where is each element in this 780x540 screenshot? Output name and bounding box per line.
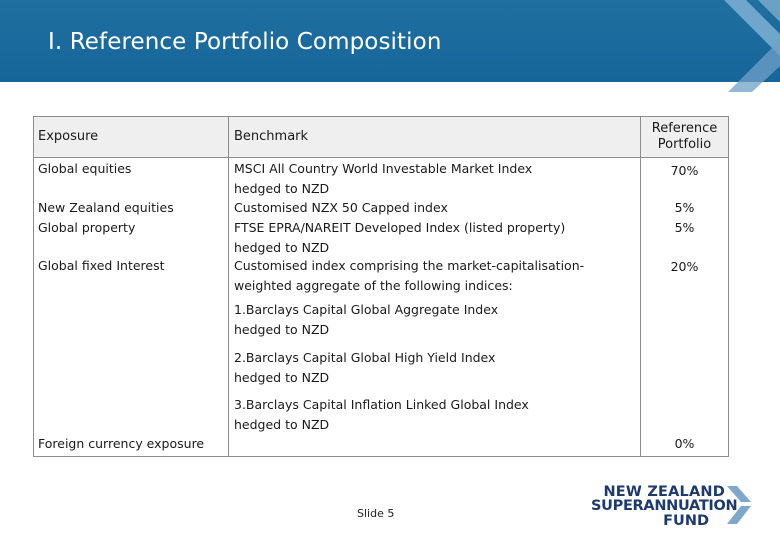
weight-global-equities: 70% [670, 163, 699, 178]
benchmark-global-fixed-interest: Customised index comprising the market-capitalisation- weighted aggregate of the following indices: [234, 258, 585, 293]
title-banner [0, 0, 780, 82]
weight-global-fixed-interest: 20% [670, 259, 699, 274]
chevron-decoration-icon [690, 0, 780, 92]
benchmark-nz-equities: Customised NZX 50 Capped index [234, 200, 448, 215]
exposure-foreign-currency: Foreign currency exposure [38, 436, 205, 451]
exposure-global-property: Global property [38, 220, 136, 235]
exposure-global-fixed-interest: Global fixed Interest [38, 258, 165, 273]
weight-global-property: 5% [674, 220, 695, 235]
page-title: I. Reference Portfolio Composition [48, 29, 442, 55]
benchmark-global-equities: MSCI All Country World Investable Market Index hedged to NZD [234, 161, 533, 196]
fern-mark-icon [727, 486, 751, 530]
table-header-row [34, 117, 728, 158]
exposure-nz-equities: New Zealand equities [38, 200, 174, 215]
slide-number: Slide 5 [357, 507, 395, 520]
sub-index-3: 3.Barclays Capital Inflation Linked Global Index hedged to NZD [234, 397, 529, 432]
weight-foreign-currency: 0% [674, 436, 695, 451]
column-header-benchmark: Benchmark [234, 129, 309, 144]
exposure-global-equities: Global equities [38, 161, 132, 176]
portfolio-composition-table [33, 116, 729, 457]
column-divider [228, 117, 229, 456]
weight-nz-equities: 5% [674, 200, 695, 215]
column-header-exposure: Exposure [38, 129, 99, 144]
sub-index-1: 1.Barclays Capital Global Aggregate Index hedged to NZD [234, 302, 499, 337]
column-header-reference-portfolio: Reference Portfolio [651, 121, 718, 152]
nzsf-logo: NEW ZEALAND SUPERANNUATION FUND [591, 484, 751, 530]
benchmark-global-property: FTSE EPRA/NAREIT Developed Index (listed property) hedged to NZD [234, 220, 566, 255]
sub-index-2: 2.Barclays Capital Global High Yield Index hedged to NZD [234, 350, 496, 385]
